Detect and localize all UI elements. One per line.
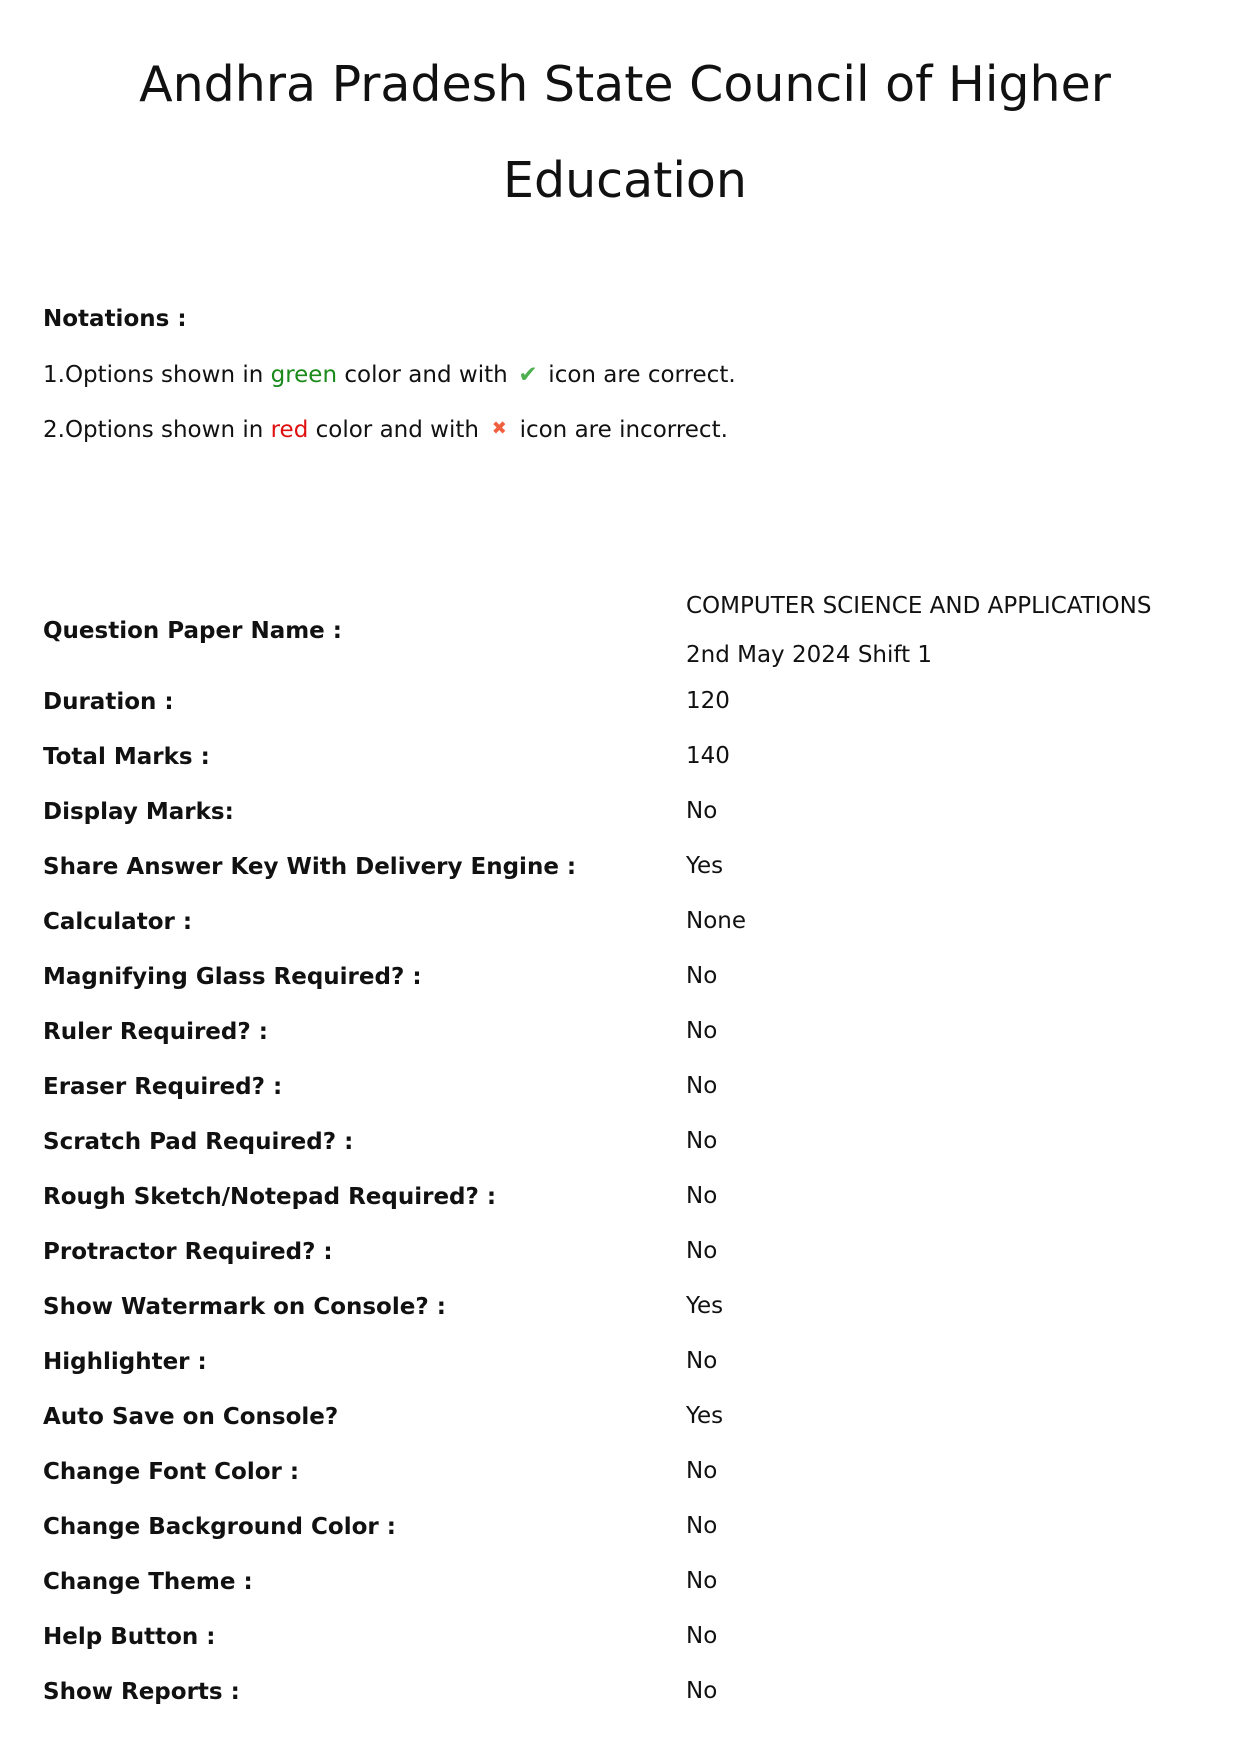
- row-label: Duration :: [43, 688, 174, 715]
- paper-name-line1: COMPUTER SCIENCE AND APPLICATIONS: [686, 593, 1152, 619]
- table-row: [43, 949, 1151, 1004]
- table-row: [43, 1224, 1151, 1279]
- table-row: [43, 1114, 1151, 1169]
- notation-text: icon are correct.: [541, 362, 736, 388]
- notation-text: icon are incorrect.: [519, 417, 728, 443]
- notations-heading: Notations :: [43, 306, 187, 332]
- row-value: [686, 582, 1151, 680]
- row-label: Share Answer Key With Delivery Engine :: [43, 853, 577, 880]
- row-value: No: [686, 1128, 718, 1154]
- row-label: Change Background Color :: [43, 1513, 396, 1540]
- table-row: [43, 674, 1151, 729]
- row-value: No: [686, 1238, 718, 1264]
- notations-section: [43, 306, 736, 472]
- check-icon: ✔: [518, 362, 538, 388]
- table-row: [43, 1609, 1151, 1664]
- row-label: Scratch Pad Required? :: [43, 1128, 354, 1155]
- notation-text: color and with: [308, 417, 487, 443]
- row-label: Eraser Required? :: [43, 1073, 283, 1100]
- row-label: Total Marks :: [43, 743, 210, 770]
- row-value: No: [686, 1678, 718, 1704]
- row-value: Yes: [686, 853, 724, 879]
- row-label: Auto Save on Console?: [43, 1403, 339, 1430]
- row-value: No: [686, 1018, 718, 1044]
- table-row: [43, 1389, 1151, 1444]
- table-row: [43, 1334, 1151, 1389]
- row-label: Help Button :: [43, 1623, 216, 1650]
- row-label: Calculator :: [43, 908, 193, 935]
- table-row: [43, 1664, 1151, 1719]
- table-row: [43, 839, 1151, 894]
- row-value: No: [686, 1073, 718, 1099]
- row-value: No: [686, 1623, 718, 1649]
- row-value: Yes: [686, 1293, 724, 1319]
- notation-correct: [43, 362, 736, 417]
- row-value: No: [686, 798, 718, 824]
- row-label: Display Marks:: [43, 798, 234, 825]
- row-value: 120: [686, 688, 730, 714]
- row-label: Protractor Required? :: [43, 1238, 333, 1265]
- paper-details-table: [43, 588, 1151, 1719]
- red-word: red: [270, 417, 309, 443]
- notation-text: color and with: [337, 362, 515, 388]
- row-label: Change Theme :: [43, 1568, 253, 1595]
- table-row-paper-name: [43, 588, 1151, 674]
- row-value: No: [686, 1348, 718, 1374]
- table-row: [43, 1444, 1151, 1499]
- table-row: [43, 1499, 1151, 1554]
- row-label: Magnifying Glass Required? :: [43, 963, 422, 990]
- page-title-line1: Andhra Pradesh State Council of Higher: [139, 56, 1111, 113]
- row-value: No: [686, 1568, 718, 1594]
- row-label: Question Paper Name :: [43, 618, 342, 644]
- row-label: Ruler Required? :: [43, 1018, 268, 1045]
- row-label: Highlighter :: [43, 1348, 207, 1375]
- table-row: [43, 1169, 1151, 1224]
- table-row: [43, 784, 1151, 839]
- row-label: Rough Sketch/Notepad Required? :: [43, 1183, 497, 1210]
- row-value: No: [686, 1513, 718, 1539]
- row-label: Show Reports :: [43, 1678, 240, 1705]
- row-label: Show Watermark on Console? :: [43, 1293, 446, 1320]
- notation-incorrect: [43, 417, 736, 472]
- table-row: [43, 894, 1151, 949]
- paper-name-line2: 2nd May 2024 Shift 1: [686, 642, 933, 668]
- page-title-line2: Education: [503, 152, 747, 209]
- green-word: green: [270, 362, 338, 388]
- cross-icon: ✖: [491, 418, 507, 439]
- table-row: [43, 729, 1151, 784]
- row-value: Yes: [686, 1403, 724, 1429]
- row-value: No: [686, 1183, 718, 1209]
- row-value: No: [686, 1458, 718, 1484]
- row-value: None: [686, 908, 747, 934]
- table-row: [43, 1059, 1151, 1114]
- row-value: 140: [686, 743, 730, 769]
- notation-text: 2.Options shown in: [43, 417, 271, 443]
- table-row: [43, 1279, 1151, 1334]
- notation-text: 1.Options shown in: [43, 362, 271, 388]
- row-label: Change Font Color :: [43, 1458, 300, 1485]
- table-row: [43, 1004, 1151, 1059]
- table-row: [43, 1554, 1151, 1609]
- row-value: No: [686, 963, 718, 989]
